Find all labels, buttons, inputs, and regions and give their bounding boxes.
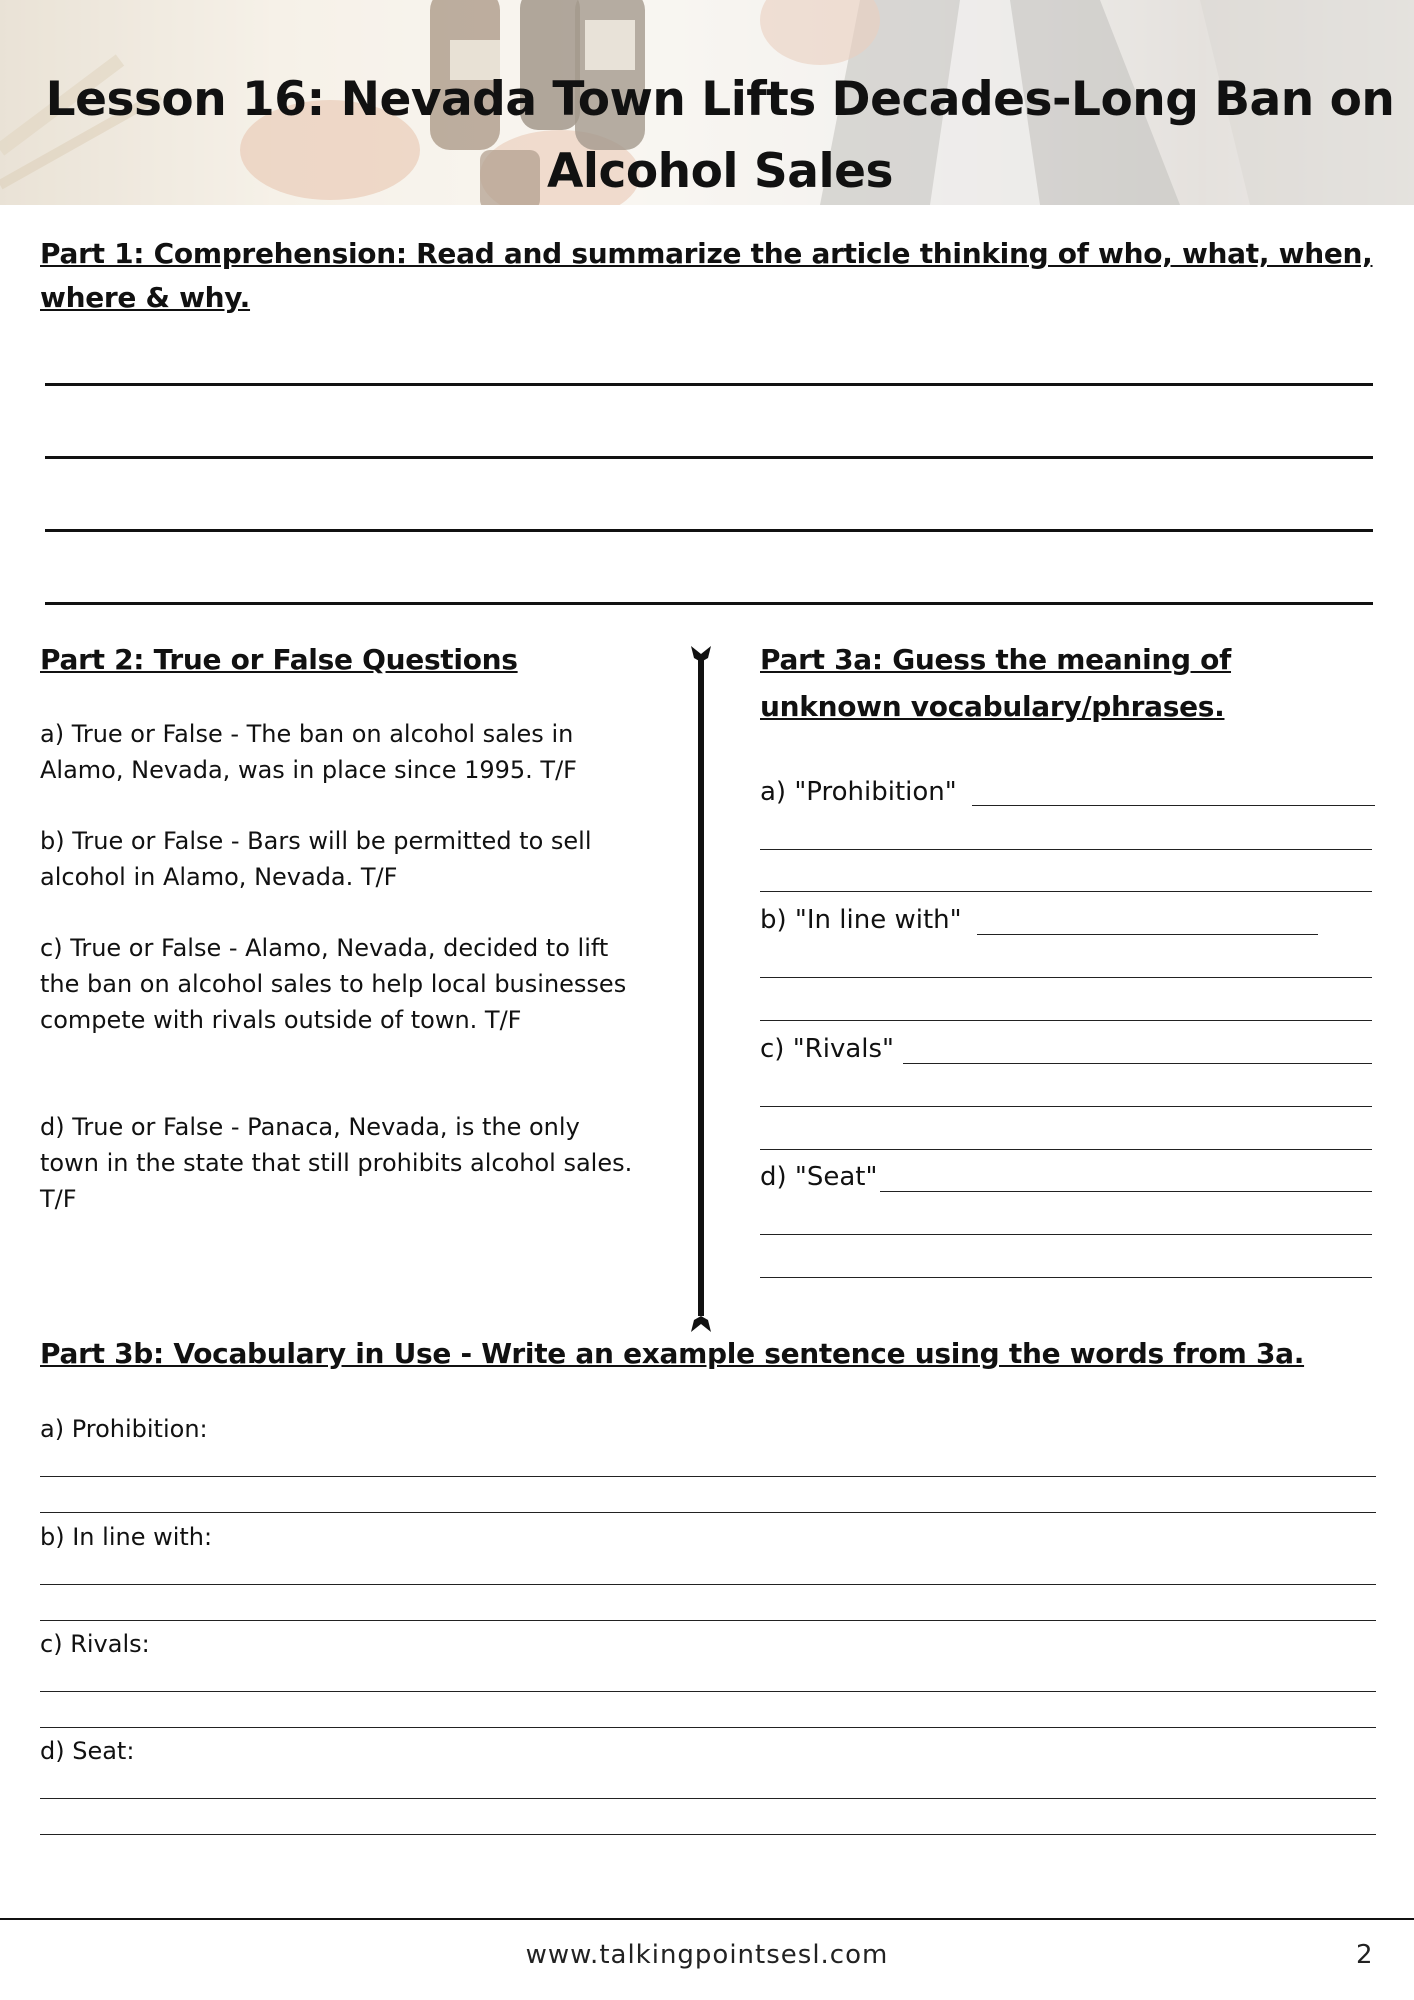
vocab-b-line-2[interactable]: [760, 977, 1372, 978]
part3a-heading: Part 3a: Guess the meaning of unknown vocabulary/phrases.: [760, 643, 1232, 723]
vocab-b-line-1[interactable]: [977, 934, 1318, 935]
example-c-line-2[interactable]: [40, 1727, 1376, 1728]
part3b-heading: Part 3b: Vocabulary in Use - Write an example sentence using the words from 3a.: [40, 1337, 1305, 1370]
vocab-d-line-3[interactable]: [760, 1277, 1372, 1278]
footer-url: www.talkingpointsesl.com: [525, 1940, 889, 1970]
part1-heading: Part 1: Comprehension: Read and summarize the article thinking of who, what, when, where & why.: [40, 237, 1373, 314]
summary-line-4[interactable]: [45, 602, 1373, 605]
part2-heading: Part 2: True or False Questions: [40, 643, 518, 676]
summary-line-2[interactable]: [45, 456, 1373, 459]
example-label-d: d) Seat:: [40, 1737, 135, 1765]
summary-line-3[interactable]: [45, 529, 1373, 532]
footer-divider: [0, 1918, 1414, 1920]
vocab-item-a: a) "Prohibition": [760, 777, 957, 807]
vocab-d-line-1[interactable]: [880, 1191, 1372, 1192]
page-title: Lesson 16: Nevada Town Lifts Decades-Long Ban on Alcohol Sales: [45, 72, 1395, 199]
example-label-c: c) Rivals:: [40, 1630, 150, 1658]
tf-question-a: a) True or False - The ban on alcohol sales in Alamo, Nevada, was in place since 1995. T/F: [40, 720, 577, 784]
column-divider: [689, 644, 713, 1334]
vocab-item-c: c) "Rivals": [760, 1034, 894, 1064]
example-a-line-1[interactable]: [40, 1476, 1376, 1477]
tf-question-b: b) True or False - Bars will be permitted to sell alcohol in Alamo, Nevada. T/F: [40, 827, 592, 891]
page-number: 2: [1356, 1940, 1373, 1970]
example-b-line-2[interactable]: [40, 1620, 1376, 1621]
example-b-line-1[interactable]: [40, 1584, 1376, 1585]
vocab-b-line-3[interactable]: [760, 1020, 1372, 1021]
vocab-c-line-2[interactable]: [760, 1106, 1372, 1107]
vocab-d-line-2[interactable]: [760, 1234, 1372, 1235]
example-c-line-1[interactable]: [40, 1691, 1376, 1692]
example-d-line-1[interactable]: [40, 1798, 1376, 1799]
example-d-line-2[interactable]: [40, 1834, 1376, 1835]
example-label-b: b) In line with:: [40, 1523, 213, 1551]
vocab-item-d: d) "Seat": [760, 1162, 878, 1192]
tf-question-c: c) True or False - Alamo, Nevada, decided to lift the ban on alcohol sales to help local businesses compete with rivals outside of town. T/F: [40, 934, 627, 1034]
vocab-a-line-1[interactable]: [972, 805, 1375, 806]
vocab-c-line-1[interactable]: [903, 1063, 1372, 1064]
vocab-a-line-3[interactable]: [760, 891, 1372, 892]
vocab-a-line-2[interactable]: [760, 849, 1372, 850]
example-label-a: a) Prohibition:: [40, 1415, 208, 1443]
vocab-item-b: b) "In line with": [760, 905, 962, 935]
summary-line-1[interactable]: [45, 383, 1373, 386]
vocab-c-line-3[interactable]: [760, 1149, 1372, 1150]
tf-question-d: d) True or False - Panaca, Nevada, is the only town in the state that still prohibits alcohol sales. T/F: [40, 1113, 633, 1213]
example-a-line-2[interactable]: [40, 1512, 1376, 1513]
